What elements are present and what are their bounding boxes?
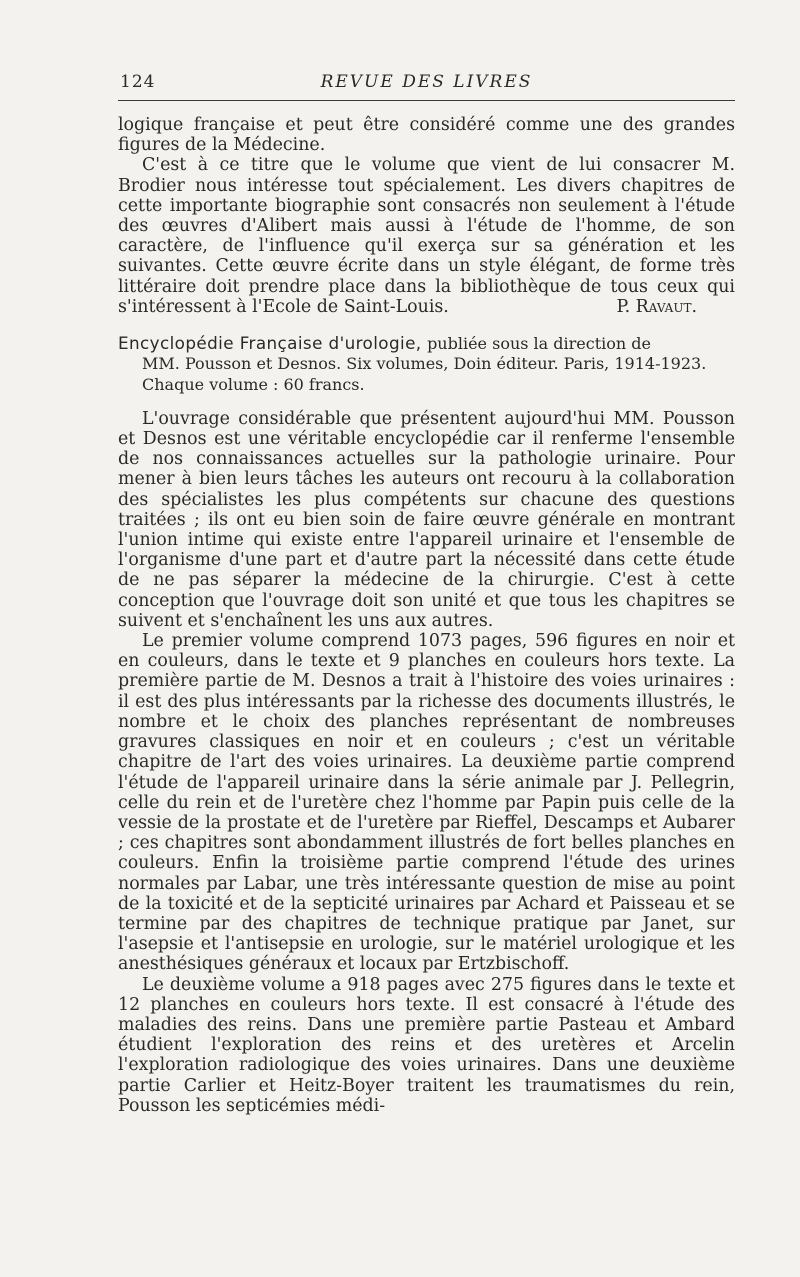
running-title: REVUE DES LIVRES [320, 72, 533, 92]
book-entry-heading [118, 333, 735, 395]
review-paragraph-1: L'ouvrage considérable que présentent aujourd'hui MM. Pousson et Desnos est une véritable encyclopédie car il renferme l'ensemble de nos connaissances actuelles sur la pathologie urinaire. Pour mener à bien leurs tâches les auteurs ont recouru à la collaboration des spécialistes les plus compétents sur chacune des questions traitées ; ils ont eu bien soin de faire œuvre générale en montrant l'union intime qui existe entre l'appareil urinaire et l'ensemble de l'organisme d'une part et d'autre part la nécessité dans cette étude de ne pas séparer la médecine de la chirurgie. C'est à cette conception que l'ouvrage doit son unité et que tous les chapitres se suivent et s'enchaînent les uns aux autres. [118, 408, 735, 631]
page-body [118, 115, 735, 1116]
header-rule [118, 100, 735, 101]
paragraph-continued: logique française et peut être considéré comme une des grandes figures de la Médecine. [118, 115, 735, 156]
page-number: 124 [120, 72, 156, 92]
book-price-line: Chaque volume : 60 francs. [142, 374, 365, 394]
book-title: Encyclopédie Française d'urologie, [118, 333, 422, 354]
paragraph-brodier-review: C'est à ce titre que le volume que vient de lui consacrer M. Brodier nous intéresse tout spécialement. Les divers chapitres de cette importante biographie sont consacrés non seulement à l'étude des œuvres d'Alibert mais aussi à l'étude de l'homme, de son caractère, de l'influence qu'il exerça sur sa génération et les suivantes. Cette œuvre écrite dans un style élégant, de forme très littéraire doit prendre place dans la bibliothèque de tous ceux qui s'intéressent à l'Ecole de Saint-Louis. [118, 155, 735, 317]
book-authors-line: MM. Pousson et Desnos. Six volumes, Doin éditeur. Paris, 1914-1923. [142, 354, 707, 374]
book-publisher-line: publiée sous la direction de [427, 334, 652, 354]
page-header [118, 72, 735, 96]
review-paragraph-3: Le deuxième volume a 918 pages avec 275 figures dans le texte et 12 planches en couleurs hors texte. Il est consacré à l'étude des maladies des reins. Dans une première partie Pasteau et Ambard étudient l'exploration des reins et des uretères et Arcelin l'exploration radiologique des voies urinaires. Dans une deuxième partie Carlier et Heitz-Boyer traitent les traumatismes du rein, Pousson les septicémies médi- [118, 974, 735, 1116]
reviewer-signature: P. Ravaut. [616, 297, 697, 318]
review-paragraph-2: Le premier volume comprend 1073 pages, 596 figures en noir et en couleurs, dans le texte et 9 planches en couleurs hors texte. La première partie de M. Desnos a trait à l'histoire des voies urinaires : il est des plus intéressants par la richesse des documents illustrés, le nombre et le choix des planches représentant de nombreuses gravures classiques en noir et en couleurs ; c'est un véritable chapitre de l'art des voies urinaires. La deuxième partie comprend l'étude de l'appareil urinaire dans la série animale par J. Pellegrin, celle du rein et de l'uretère chez l'homme par Papin puis celle de la vessie de la prostate et de l'uretère par Rieffel, Descamps et Aubarer ; ces chapitres sont abondamment illustrés de fort belles planches en couleurs. Enfin la troisième partie comprend l'étude des urines normales par Labar, une très intéressante question de mise au point de la toxicité et de la septicité urinaires par Achard et Paisseau et se termine par des chapitres de technique pratique par Janet, sur l'asepsie et l'antisepsie en urologie, sur le matériel urologique et les anesthésiques généraux et locaux par Ertzbischoff. [118, 631, 735, 975]
